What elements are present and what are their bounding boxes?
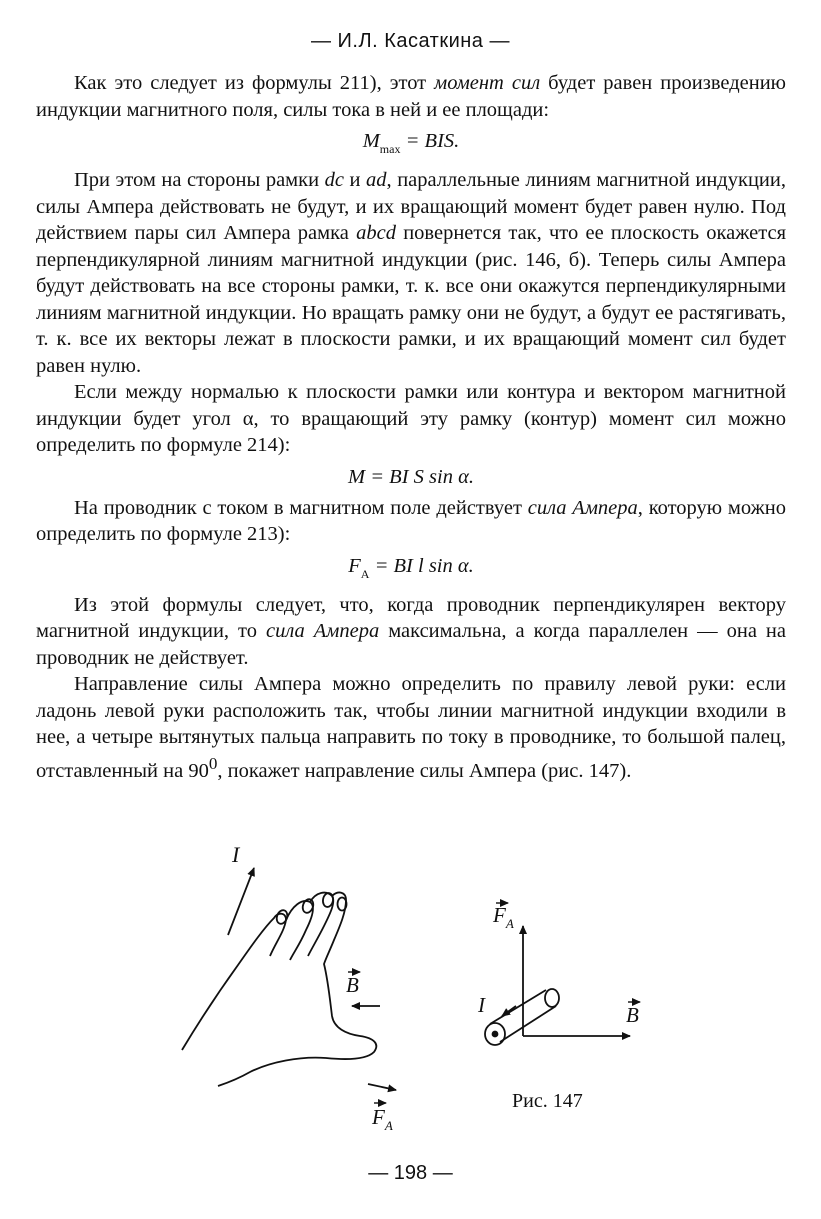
label-f-left: $F_A$ [372, 1105, 393, 1133]
paragraph-1: Как это следует из формулы 211), этот момент сил будет равен произведению индукции магнитного поля, силы тока в ней и ее площади: [36, 72, 786, 121]
f-arrow-left [368, 1084, 396, 1090]
running-header: — И.Л. Касаткина — [311, 30, 510, 52]
formula-mmax: $M_{max}$ = BIS. [362, 130, 460, 156]
paragraph-5: Из этой формулы следует, что, когда проводник перпендикулярен вектору магнитной индукции, то сила Ампера максимальна, а когда параллелен — она на проводник не действует. [36, 593, 786, 669]
body-text [36, 70, 786, 784]
page-number: — 198 — [368, 1162, 453, 1184]
paragraph-3: Если между нормалью к плоскости рамки или контура и вектором магнитной индукции будет угол α, то вращающий эту рамку (контур) момент сил можно определить по формуле 214): [36, 381, 786, 456]
paragraph-4: На проводник с током в магнитном поле действует сила Ампера, которую можно определить по формуле 213): [36, 496, 786, 545]
label-b-right: B [626, 1003, 639, 1027]
paragraph-6: Направление силы Ампера можно определить по правилу левой руки: если ладонь левой руки расположить так, чтобы линии магнитной индукции входили в нее, а четыре вытянутых пальца направить по току в проводнике, то большой палец, отставленный на $90^0$, покажет направление силы Ампера (рис. 147). [36, 673, 786, 782]
figure-147 [160, 840, 680, 1140]
formula-torque: M = BI S sin α. [348, 465, 474, 488]
label-current-left: I [232, 842, 240, 867]
paragraph-2: При этом на стороны рамки dc и ad, параллельные линиям магнитной индукции, силы Ампера действовать не будут, и их вращающий момент будет равен нулю. Под действием пары сил Ампера рамка abcd повернется так, что ее плоскость окажется перпендикулярной линиям магнитной индукции (рис. 146, б). Теперь силы Ампера будут действовать на все стороны рамки, т. к. все они окажутся перпендикулярными линиям магнитной индукции. Но вращать рамку они не будут, а будут ее растягивать, т. к. все их векторы лежат в плоскости рамки, и их вращающий момент сил будет равен нулю. [36, 169, 787, 377]
label-current-right: I [478, 993, 485, 1017]
figure-caption: Рис. 147 [512, 1090, 583, 1112]
formula-ampere-force: $F_A$ = BI l sin α. [348, 554, 474, 581]
label-f-right: $F_A$ [493, 903, 514, 931]
axes-diagram [485, 926, 630, 1045]
label-b-left: B [346, 973, 359, 997]
